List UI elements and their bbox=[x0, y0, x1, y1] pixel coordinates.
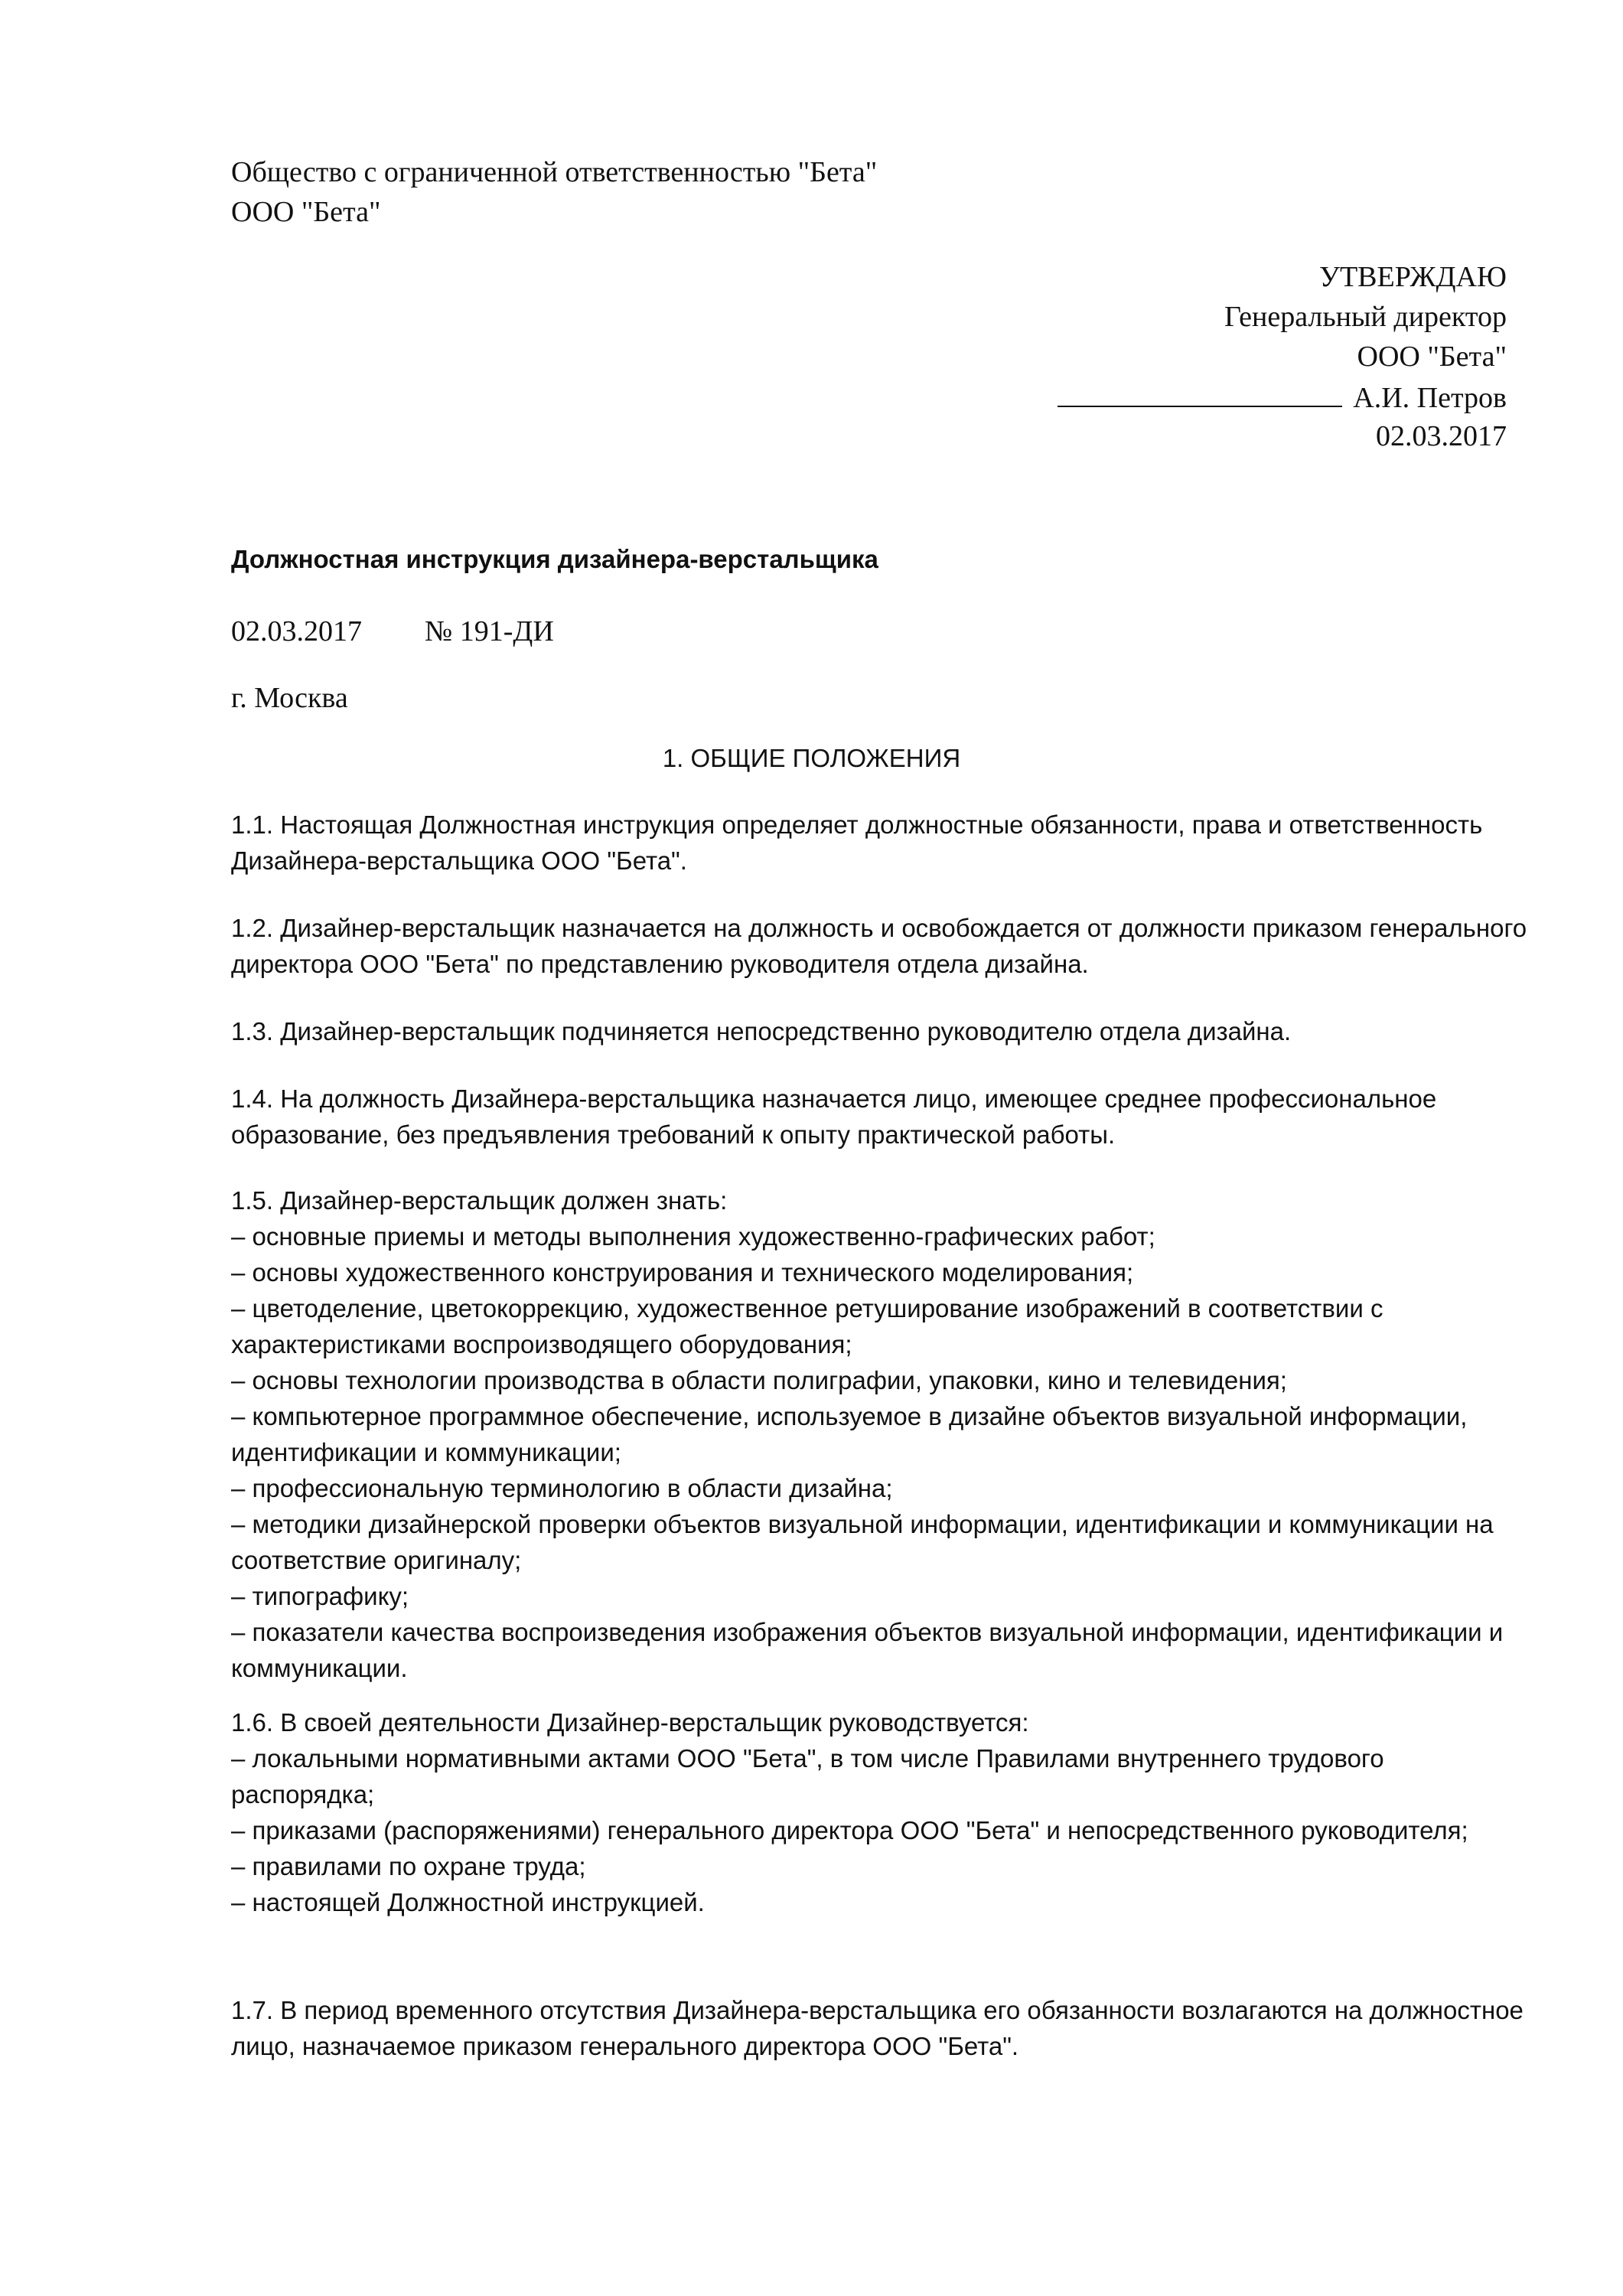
document-date: 02.03.2017 bbox=[231, 615, 362, 647]
org-short-name: ООО "Бета" bbox=[231, 196, 381, 228]
list-item: – основы технологии производства в области полиграфии, упаковки, кино и телевидения; bbox=[231, 1366, 1287, 1394]
list-item: – профессиональную терминологию в области дизайна; bbox=[231, 1474, 893, 1502]
paragraph-1-5 bbox=[231, 1182, 1532, 1686]
document-title: Должностная инструкция дизайнера-верстальщика bbox=[231, 545, 878, 573]
list-item: – настоящей Должностной инструкцией. bbox=[231, 1888, 705, 1916]
list-item: – основные приемы и методы выполнения художественно-графических работ; bbox=[231, 1222, 1155, 1251]
approval-signer: А.И. Петров bbox=[1353, 382, 1507, 414]
paragraph-1-3-text: 1.3. Дизайнер-верстальщик подчиняется непосредственно руководителю отдела дизайна. bbox=[231, 1017, 1292, 1045]
approval-date: 02.03.2017 bbox=[1376, 420, 1507, 452]
knowledge-list bbox=[231, 1218, 1532, 1686]
document-number: № 191-ДИ bbox=[425, 615, 554, 647]
paragraph-1-5-intro: 1.5. Дизайнер-верстальщик должен знать: bbox=[231, 1186, 728, 1215]
paragraph-1-4 bbox=[231, 1081, 1532, 1153]
section-heading: 1. ОБЩИЕ ПОЛОЖЕНИЯ bbox=[662, 744, 961, 772]
approval-label: УТВЕРЖДАЮ bbox=[1319, 261, 1507, 293]
list-item: – типографику; bbox=[231, 1582, 409, 1610]
list-item: – правилами по охране труда; bbox=[231, 1852, 586, 1880]
list-item: – компьютерное программное обеспечение, используемое в дизайне объектов визуальной информации, идентификации и коммуникации; bbox=[231, 1402, 1468, 1466]
list-item: – показатели качества воспроизведения изображения объектов визуальной информации, идентификации и коммуникации. bbox=[231, 1618, 1504, 1682]
paragraph-1-7-text: 1.7. В период временного отсутствия Дизайнера-верстальщика его обязанности возлагаются на должностное лицо, назначаемое приказом генерального директора ООО "Бета". bbox=[231, 1996, 1524, 2060]
approval-signature-row bbox=[1058, 380, 1507, 415]
paragraph-1-7 bbox=[231, 1992, 1532, 2064]
paragraph-1-3 bbox=[231, 1013, 1532, 1049]
list-item: – локальными нормативными актами ООО "Бета", в том числе Правилами внутреннего трудового распорядка; bbox=[231, 1744, 1384, 1808]
approval-position: Генеральный директор bbox=[1224, 301, 1507, 333]
paragraph-1-4-text: 1.4. На должность Дизайнера-верстальщика назначается лицо, имеющее среднее профессиональное образование, без предъявления требований к опыту практической работы. bbox=[231, 1084, 1437, 1149]
list-item: – приказами (распоряжениями) генерального директора ООО "Бета" и непосредственного руководителя; bbox=[231, 1816, 1468, 1844]
paragraph-1-1-text: 1.1. Настоящая Должностная инструкция определяет должностные обязанности, права и ответственность Дизайнера-верстальщика ООО "Бета". bbox=[231, 810, 1483, 875]
paragraph-1-2 bbox=[231, 910, 1532, 982]
org-full-name: Общество с ограниченной ответственностью "Бета" bbox=[231, 156, 878, 188]
approval-org: ООО "Бета" bbox=[1357, 341, 1507, 373]
paragraph-1-2-text: 1.2. Дизайнер-верстальщик назначается на должность и освобождается от должности приказом генерального директора ООО "Бета" по представлению руководителя отдела дизайна. bbox=[231, 914, 1527, 978]
document-city: г. Москва bbox=[231, 682, 348, 714]
paragraph-1-6-intro: 1.6. В своей деятельности Дизайнер-верстальщик руководствуется: bbox=[231, 1708, 1029, 1737]
paragraph-1-1 bbox=[231, 807, 1532, 879]
signature-line bbox=[1058, 380, 1342, 407]
list-item: – основы художественного конструирования и технического моделирования; bbox=[231, 1258, 1134, 1287]
list-item: – методики дизайнерской проверки объектов визуальной информации, идентификации и коммуникации на соответствие оригиналу; bbox=[231, 1510, 1494, 1574]
guidance-list bbox=[231, 1740, 1532, 1920]
paragraph-1-6 bbox=[231, 1704, 1532, 1920]
list-item: – цветоделение, цветокоррекцию, художественное ретуширование изображений в соответствии с характеристиками воспроизводящего оборудования; bbox=[231, 1294, 1383, 1358]
